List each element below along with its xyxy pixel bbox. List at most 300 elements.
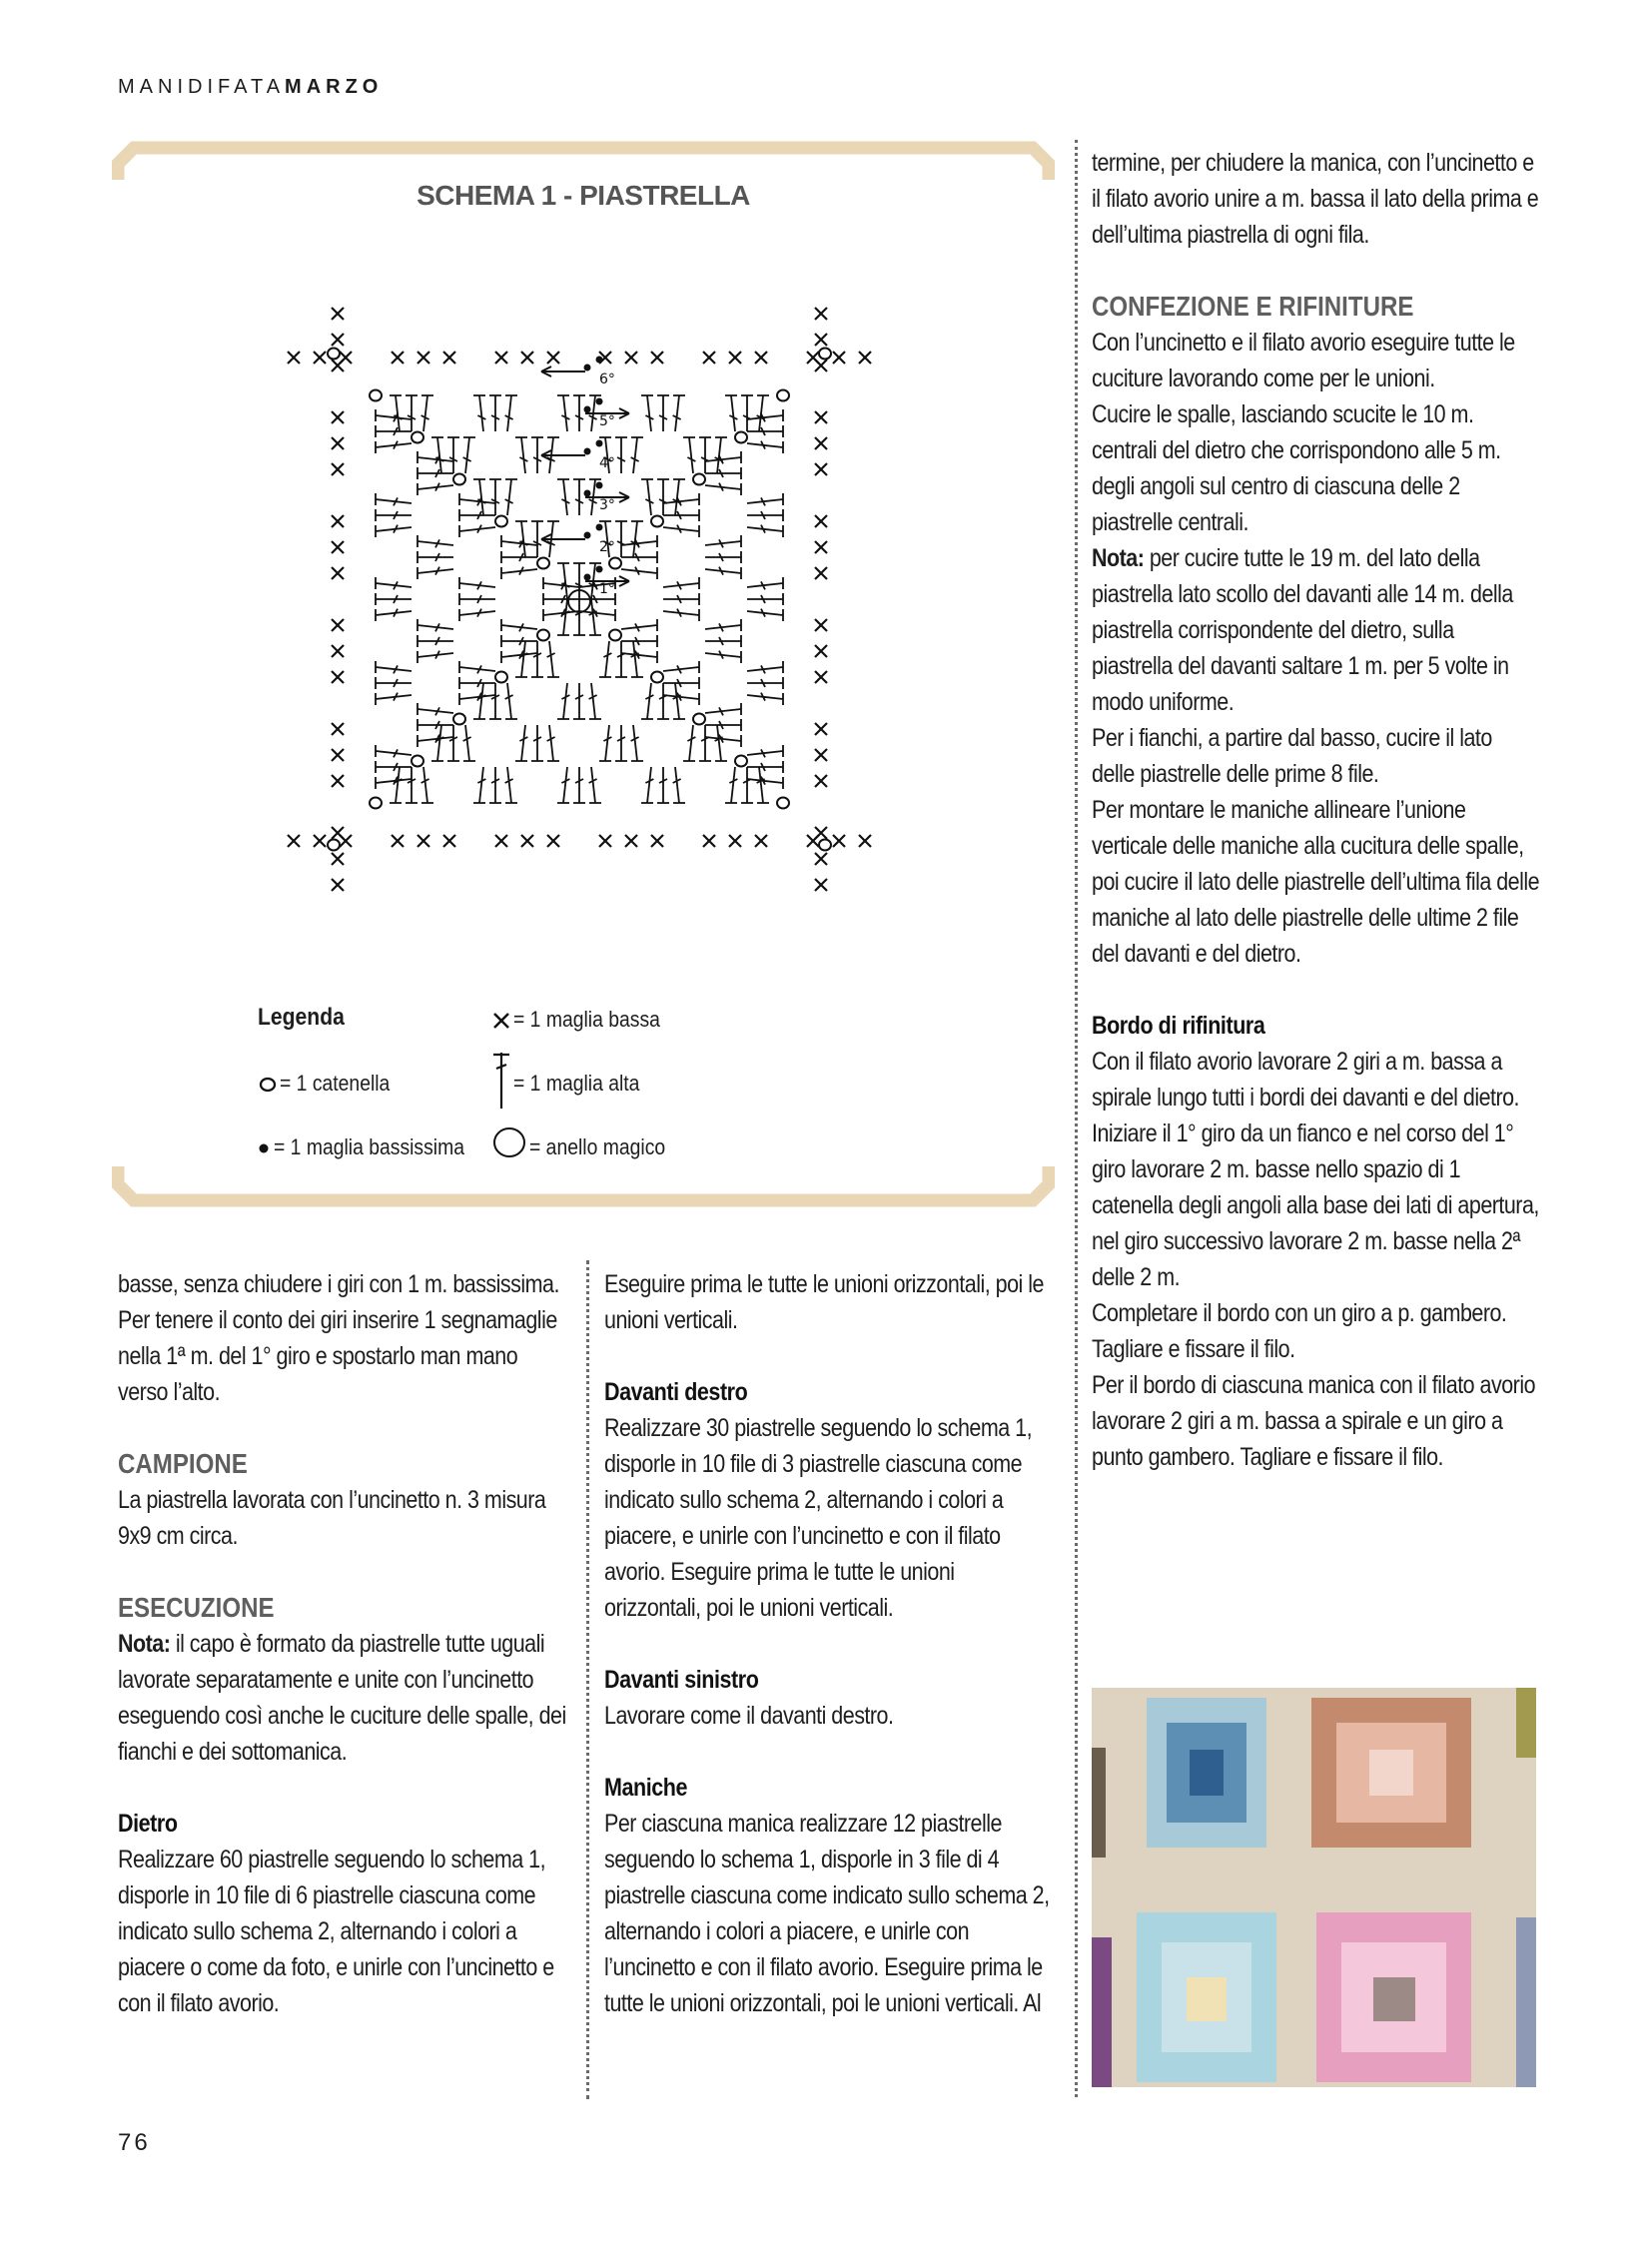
maglia-alta-mark [657,395,669,431]
maglia-alta-mark [376,777,412,789]
maglia-alta-mark [705,719,741,731]
maglia-alta-mark [599,725,611,761]
maglia-alta-mark [663,609,699,621]
maglia-bassa-mark [332,645,344,657]
maglia-bassa-mark [443,352,455,364]
legend-catenella: = 1 catenella [280,1071,391,1096]
maglia-alta-mark [641,767,653,803]
maglia-alta-mark [621,535,657,547]
round-label: 6° [599,372,615,387]
maglia-bassa-mark [417,835,429,847]
maglia-bassa-mark [392,835,404,847]
maglia-alta-mark [557,767,569,803]
maglia-alta-mark [376,525,412,537]
maglia-alta-mark [705,619,741,631]
catenella-symbol [259,1076,277,1094]
maglia-bassa-mark [815,411,827,423]
schema-title: SCHEMA 1 - PIASTRELLA [416,180,750,211]
catenella-mark [609,558,621,569]
maglia-alta-mark [489,479,501,515]
maglia-alta-mark [747,745,783,757]
maniche-heading: Maniche [604,1774,688,1802]
maglia-alta-mark [705,551,741,563]
maglia-alta-mark [376,609,412,621]
maglia-alta-mark [747,493,783,505]
maglia-bassa-mark [651,352,663,364]
maglia-bassa-mark [815,853,827,865]
maglia-alta-mark [573,563,585,599]
maglia-bassissima-mark [584,448,591,455]
maglia-bassa-mark [332,853,344,865]
maglia-bassa-mark [703,835,715,847]
maglia-bassa-mark [729,352,741,364]
maglia-alta-mark [515,521,527,557]
davanti-destro-heading: Davanti destro [604,1378,748,1406]
maglia-bassa-mark [288,352,300,364]
maglia-bassa-mark [815,334,827,346]
maglia-alta-mark [631,725,643,761]
catenella-mark [735,756,747,767]
catenella-mark [328,840,340,851]
maglia-alta-mark [376,761,412,773]
maglia-alta-mark [505,767,517,803]
maglia-alta-mark [543,577,579,589]
maglia-alta-mark [463,437,475,473]
maglia-alta-mark [747,677,783,689]
maglia-alta-mark [459,693,495,705]
round-arrow [541,534,585,544]
column-separator [1075,140,1078,2097]
esecuzione-heading: ESECUZIONE [118,1592,275,1623]
maglia-alta-mark [741,767,753,803]
catenella-mark [693,714,705,725]
col3-intro: termine, per chiudere la manica, con l’uncinetto e il filato avorio unire a m. bassa il lato della prima e dell’ultima piastrella di ogni fila. [1092,149,1539,249]
maglia-alta-mark [705,703,741,715]
maglia-alta-mark [557,563,569,599]
dietro-text: Realizzare 60 piastrelle seguendo lo schema 1, disporle in 10 file di 6 piastrelle ciascuna come indicato sullo schema 2, alternando i colori a piacere o come da foto, e unirle con l’uncinetto e con il filato avorio. [118,1846,554,2017]
maglia-alta-mark [473,479,485,515]
maglia-alta-mark [699,725,711,761]
round-label: 5° [599,413,615,429]
maglia-bassa-mark [815,749,827,761]
legend-title: Legenda [258,1004,345,1031]
maglia-alta-mark [747,525,783,537]
maglia-alta-mark [663,593,699,605]
maglia-alta-mark [663,661,699,673]
maglia-alta-mark [705,483,741,495]
maglia-alta-mark [725,395,737,431]
maglia-alta-mark [531,641,543,677]
maglia-alta-mark [557,395,569,431]
maglia-bassa-mark [332,308,344,320]
maglia-bassa-mark [392,352,404,364]
maglia-bassissima-mark [584,532,591,539]
maglia-bassa-mark [332,437,344,449]
maglia-alta-mark [641,683,653,719]
maglia-bassa-mark [332,671,344,683]
maglia-alta-mark [573,395,585,431]
maglia-bassa-mark [815,619,827,631]
maglia-alta-mark [631,437,643,473]
maglia-alta-mark [663,493,699,505]
maglia-alta-mark [715,725,727,761]
text-column-2 [604,1266,1053,2021]
round-label: 3° [599,497,615,513]
maglia-alta-mark [417,703,453,715]
maglia-alta-mark [431,725,443,761]
maglia-alta-mark [657,479,669,515]
maglia-bassissima-symbol [258,1142,270,1154]
maglia-alta-mark [621,619,657,631]
catenella-mark [609,630,621,641]
maglia-alta-mark [573,683,585,719]
maglia-alta-mark [459,677,495,689]
maglia-alta-mark [705,467,741,479]
nota-label-2: Nota: [1092,544,1145,572]
maglia-alta-mark [376,441,412,453]
maglia-alta-mark [573,767,585,803]
granny-square-photo [1092,1688,1536,2087]
maglia-alta-mark [747,761,783,773]
catenella-mark [370,798,382,809]
maglia-alta-mark [663,577,699,589]
maglia-bassa-mark [417,352,429,364]
maglia-bassa-mark [755,835,767,847]
maglia-alta-mark [747,661,783,673]
maglia-alta-mark [663,525,699,537]
maglia-alta-mark [431,437,443,473]
maglia-alta-mark [615,725,627,761]
catenella-mark [495,516,507,527]
maglia-alta-mark [390,395,402,431]
maglia-alta-mark [615,521,627,557]
maglia-bassa-mark [332,463,344,475]
round-arrow [541,367,585,376]
round-arrow [541,450,585,460]
maglia-alta-mark [376,493,412,505]
maglia-alta-mark [463,725,475,761]
maglia-bassa-mark [651,835,663,847]
bordo-p1: Con il filato avorio lavorare 2 giri a m. bassa a spirale lungo tutti i bordi dei davanti e del dietro. [1092,1048,1520,1112]
maglia-bassa-mark [547,352,559,364]
maglia-alta-mark [515,725,527,761]
maniche-text: Per ciascuna manica realizzare 12 piastrelle seguendo lo schema 1, disporle in 3 file di 4 piastrelle ciascuna come indicato sullo schema 2, alternando i colori a piacere, e unirle con l’uncinetto e con il filato avorio. Eseguire prima le tutte le unioni orizzontali, poi le unioni verticali. Al [604,1810,1050,2017]
maglia-bassa-mark [859,835,871,847]
page-number: 76 [118,2129,151,2156]
maglia-alta-mark [505,479,517,515]
maglia-alta-mark [705,735,741,747]
maglia-alta-mark [501,567,537,579]
maglia-bassa-mark [815,515,827,527]
catenella-mark [777,798,789,809]
maglia-alta-mark [417,551,453,563]
maglia-alta-mark [421,767,433,803]
maglia-alta-mark [657,767,669,803]
maglia-bassa-mark [314,352,326,364]
maglia-bassa-mark [332,334,344,346]
maglia-alta-mark [376,425,412,437]
maglia-bassa-mark [815,645,827,657]
maglia-bassa-mark [815,308,827,320]
maglia-alta-mark [741,395,753,431]
maglia-alta-mark [641,395,653,431]
catenella-mark [819,349,831,360]
bordo-p2: Iniziare il 1° giro da un fianco e nel corso del 1° giro lavorare 2 m. basse nello spazio di 1 catenella degli angoli alla base dei lati di apertura, nel giro successivo lavorare 2 m. basse nella 2ª delle 2 m. [1092,1120,1539,1291]
column-separator [586,1260,589,2099]
crochet-chart [230,250,929,969]
maglia-bassa-mark [625,352,637,364]
maglia-alta-mark [505,395,517,431]
maglia-bassa-mark [755,352,767,364]
maglia-bassa-mark [332,411,344,423]
maglia-bassissima-mark [584,406,591,413]
catenella-mark [412,432,423,443]
maglia-bassa-mark [625,835,637,847]
maglia-bassa-mark [332,775,344,787]
maglia-alta-mark [417,619,453,631]
maglia-bassa-mark [815,567,827,579]
maglia-bassa-mark [859,352,871,364]
legend-maglia-bassa: = 1 maglia bassa [513,1007,660,1032]
campione-text: La piastrella lavorata con l’uncinetto n. 3 misura 9x9 cm circa. [118,1486,546,1550]
catenella-mark [453,714,465,725]
maglia-bassa-mark [815,671,827,683]
maglia-alta-mark [376,593,412,605]
maglia-alta-mark [515,641,527,677]
maglia-alta-mark [615,641,627,677]
round-label: 1° [599,581,615,597]
maglia-bassa-mark [547,835,559,847]
maglia-alta-mark [663,677,699,689]
legend-maglia-bassissima: = 1 maglia bassissima [274,1134,465,1159]
maglia-alta-mark [573,479,585,515]
maglia-bassa-mark [807,352,819,364]
maglia-alta-mark [573,599,585,635]
maglia-alta-mark [406,767,417,803]
maglia-alta-mark [376,409,412,421]
maglia-bassa-mark [815,775,827,787]
catenella-mark [453,474,465,485]
confezione-heading: CONFEZIONE E RIFINITURE [1092,291,1414,322]
maglia-alta-mark [459,577,495,589]
fianchi-text: Per i fianchi, a partire dal basso, cucire il lato delle piastrelle delle prime 8 file. [1092,724,1492,788]
maglia-alta-mark [699,437,711,473]
maglia-alta-mark [705,635,741,647]
maglia-bassa-mark [815,463,827,475]
catenella-mark [495,672,507,683]
maglia-alta-mark [673,767,685,803]
maglia-bassa-mark [443,835,455,847]
maglia-alta-mark [747,593,783,605]
maglia-bassa-mark [815,879,827,891]
maglia-alta-mark [747,409,783,421]
maglia-bassissima-mark [584,574,591,581]
catenella-mark [537,630,549,641]
maglia-bassa-mark [521,835,533,847]
maglia-alta-mark [715,437,727,473]
maglia-alta-mark [757,767,769,803]
maglia-alta-mark [417,451,453,463]
dietro-heading: Dietro [118,1810,178,1838]
catenella-mark [819,840,831,851]
maglia-alta-mark [621,635,657,647]
maglia-bassa-mark [833,352,845,364]
maglia-alta-mark [673,395,685,431]
maglia-alta-mark [417,535,453,547]
maglia-bassissima-mark [584,490,591,497]
maglia-alta-mark [376,509,412,521]
maglia-bassa-mark [495,835,507,847]
maglia-alta-mark [515,437,527,473]
maglia-alta-mark [621,551,657,563]
maglia-alta-mark [376,661,412,673]
catenella-mark [735,432,747,443]
maglia-bassa-mark [703,352,715,364]
maglia-alta-mark [747,509,783,521]
nota-text-2: per cucire tutte le 19 m. del lato della piastrella lato scollo del davanti alle 14 m. della piastrella corrispondente del dietro, sulla piastrella del davanti saltare 1 m. per 5 volte in modo uniforme. [1092,544,1513,716]
catenella-mark [328,349,340,360]
maglia-alta-mark [489,395,501,431]
maglia-bassa-mark [332,827,344,839]
maglia-alta-mark [489,683,501,719]
maglia-bassissima-mark [596,566,603,573]
maglia-alta-mark [376,693,412,705]
maglia-alta-mark [501,619,537,631]
maglia-alta-mark [376,745,412,757]
maglia-alta-mark [631,521,643,557]
bordo-p3: Completare il bordo con un giro a p. gambero. Tagliare e fissare il filo. [1092,1299,1507,1363]
maglia-alta-mark [473,683,485,719]
round-label: 2° [599,539,615,555]
maglia-alta-mark [599,641,611,677]
maglia-alta-mark [747,425,783,437]
maglia-alta-mark [376,677,412,689]
maglia-bassa-mark [332,541,344,553]
maglia-alta-mark [421,395,433,431]
maglia-alta-mark [417,719,453,731]
maglia-alta-mark [725,767,737,803]
maglia-alta-mark [459,493,495,505]
maglia-bassa-mark [314,835,326,847]
maglia-alta-mark [447,725,459,761]
maglia-alta-mark [417,651,453,663]
maglia-bassa-mark [332,619,344,631]
maglia-bassissima-mark [596,398,603,405]
maglia-alta-mark [417,483,453,495]
maglia-alta-mark [390,767,402,803]
round-label: 4° [599,455,615,471]
magazine-header [118,76,383,99]
catenella-mark [370,390,382,401]
maglia-alta-mark [673,479,685,515]
maglia-bassa-mark [815,541,827,553]
maglia-alta-mark [621,651,657,663]
maglia-bassa-mark [332,749,344,761]
maglia-alta-mark [705,451,741,463]
maglia-alta-mark [683,725,695,761]
maglia-alta-mark [501,551,537,563]
maglia-alta-mark [589,683,601,719]
maglia-bassa-mark [599,835,611,847]
maglia-bassa-mark [332,879,344,891]
davanti-sinistro-text: Lavorare come il davanti destro. [604,1702,894,1730]
col2-intro: Eseguire prima le tutte le unioni orizzontali, poi le unioni verticali. [604,1270,1044,1334]
issue-name: MARZO [285,76,384,98]
catenella-mark [651,516,663,527]
maglia-alta-mark [615,437,627,473]
maglia-alta-mark [747,441,783,453]
maglia-alta-mark [459,509,495,521]
maglia-alta-mark [747,693,783,705]
maglia-bassa-mark [495,352,507,364]
catenella-mark [777,390,789,401]
davanti-destro-text: Realizzare 30 piastrelle seguendo lo schema 1, disporle in 10 file di 3 piastrelle ciascuna come indicato sullo schema 2, alternando i colori a piacere, e unirle con l’uncinetto e con il filato avorio. Eseguire prima le tutte le unioni orizzontali, poi le unioni verticali. [604,1414,1033,1622]
maglia-alta-mark [705,535,741,547]
maglia-alta-mark [489,767,501,803]
maglia-alta-mark [501,635,537,647]
legend-anello-magico: = anello magico [529,1134,666,1159]
maglia-bassa-mark [332,723,344,735]
maglia-alta-mark [747,577,783,589]
nota-text: il capo è formato da piastrelle tutte uguali lavorate separatamente e unite con l’uncinetto eseguendo così anche le cuciture delle spalle, dei fianchi e dei sottomanica. [118,1630,566,1766]
magazine-name: MANIDIFATA [118,76,286,98]
catenella-mark [651,672,663,683]
maglia-alta-mark [663,693,699,705]
catenella-mark [693,474,705,485]
maglia-alta-mark [747,609,783,621]
maglia-alta-mark [447,437,459,473]
maglia-alta-mark [705,651,741,663]
maglia-alta-mark [531,725,543,761]
maglia-alta-mark [589,767,601,803]
maglia-alta-mark [547,725,559,761]
maglia-alta-mark [406,395,417,431]
maglia-bassa-mark [815,827,827,839]
maglia-bassa-mark [332,515,344,527]
catenella-mark [412,756,423,767]
maglia-alta-mark [459,661,495,673]
maglia-bassa-mark [521,352,533,364]
anello-magico-symbol [491,1126,527,1158]
legend-maglia-alta: = 1 maglia alta [513,1071,640,1096]
maglia-alta-mark [683,437,695,473]
maglia-alta-mark [459,609,495,621]
maglia-alta-mark [501,535,537,547]
maglia-alta-mark [621,567,657,579]
col1-intro: basse, senza chiudere i giri con 1 m. bassissima. Per tenere il conto dei giri inserire 1 segnamaglie nella 1ª m. del 1° giro e spostarlo man mano verso l’alto. [118,1270,559,1406]
maglia-bassa-mark [332,360,344,372]
maglia-bassissima-mark [596,524,603,531]
maglia-bassa-mark [729,835,741,847]
maglia-bassa-mark [288,835,300,847]
maglia-alta-mark [417,735,453,747]
maglia-alta-mark [663,509,699,521]
maglia-bassissima-mark [596,440,603,447]
maglia-bassissima-mark [596,482,603,489]
maglia-alta-mark [657,683,669,719]
maglia-alta-mark [757,395,769,431]
maglia-alta-mark [473,767,485,803]
maglia-alta-mark [505,683,517,719]
maglia-bassa-mark [332,567,344,579]
bordo-heading: Bordo di rifinitura [1092,1012,1265,1040]
maglia-alta-mark [501,651,537,663]
maglia-alta-mark [459,593,495,605]
confezione-p1: Con l’uncinetto e il filato avorio eseguire tutte le cuciture lavorando come per le unioni. [1092,329,1515,392]
confezione-p2: Cucire le spalle, lasciando scucite le 10 m. centrali del dietro che corrispondono alle 5 m. degli angoli sul centro di ciascuna delle 2 piastrelle centrali. [1092,400,1501,536]
maglia-alta-symbol [489,1049,513,1113]
maglia-bassissima-mark [596,357,603,364]
